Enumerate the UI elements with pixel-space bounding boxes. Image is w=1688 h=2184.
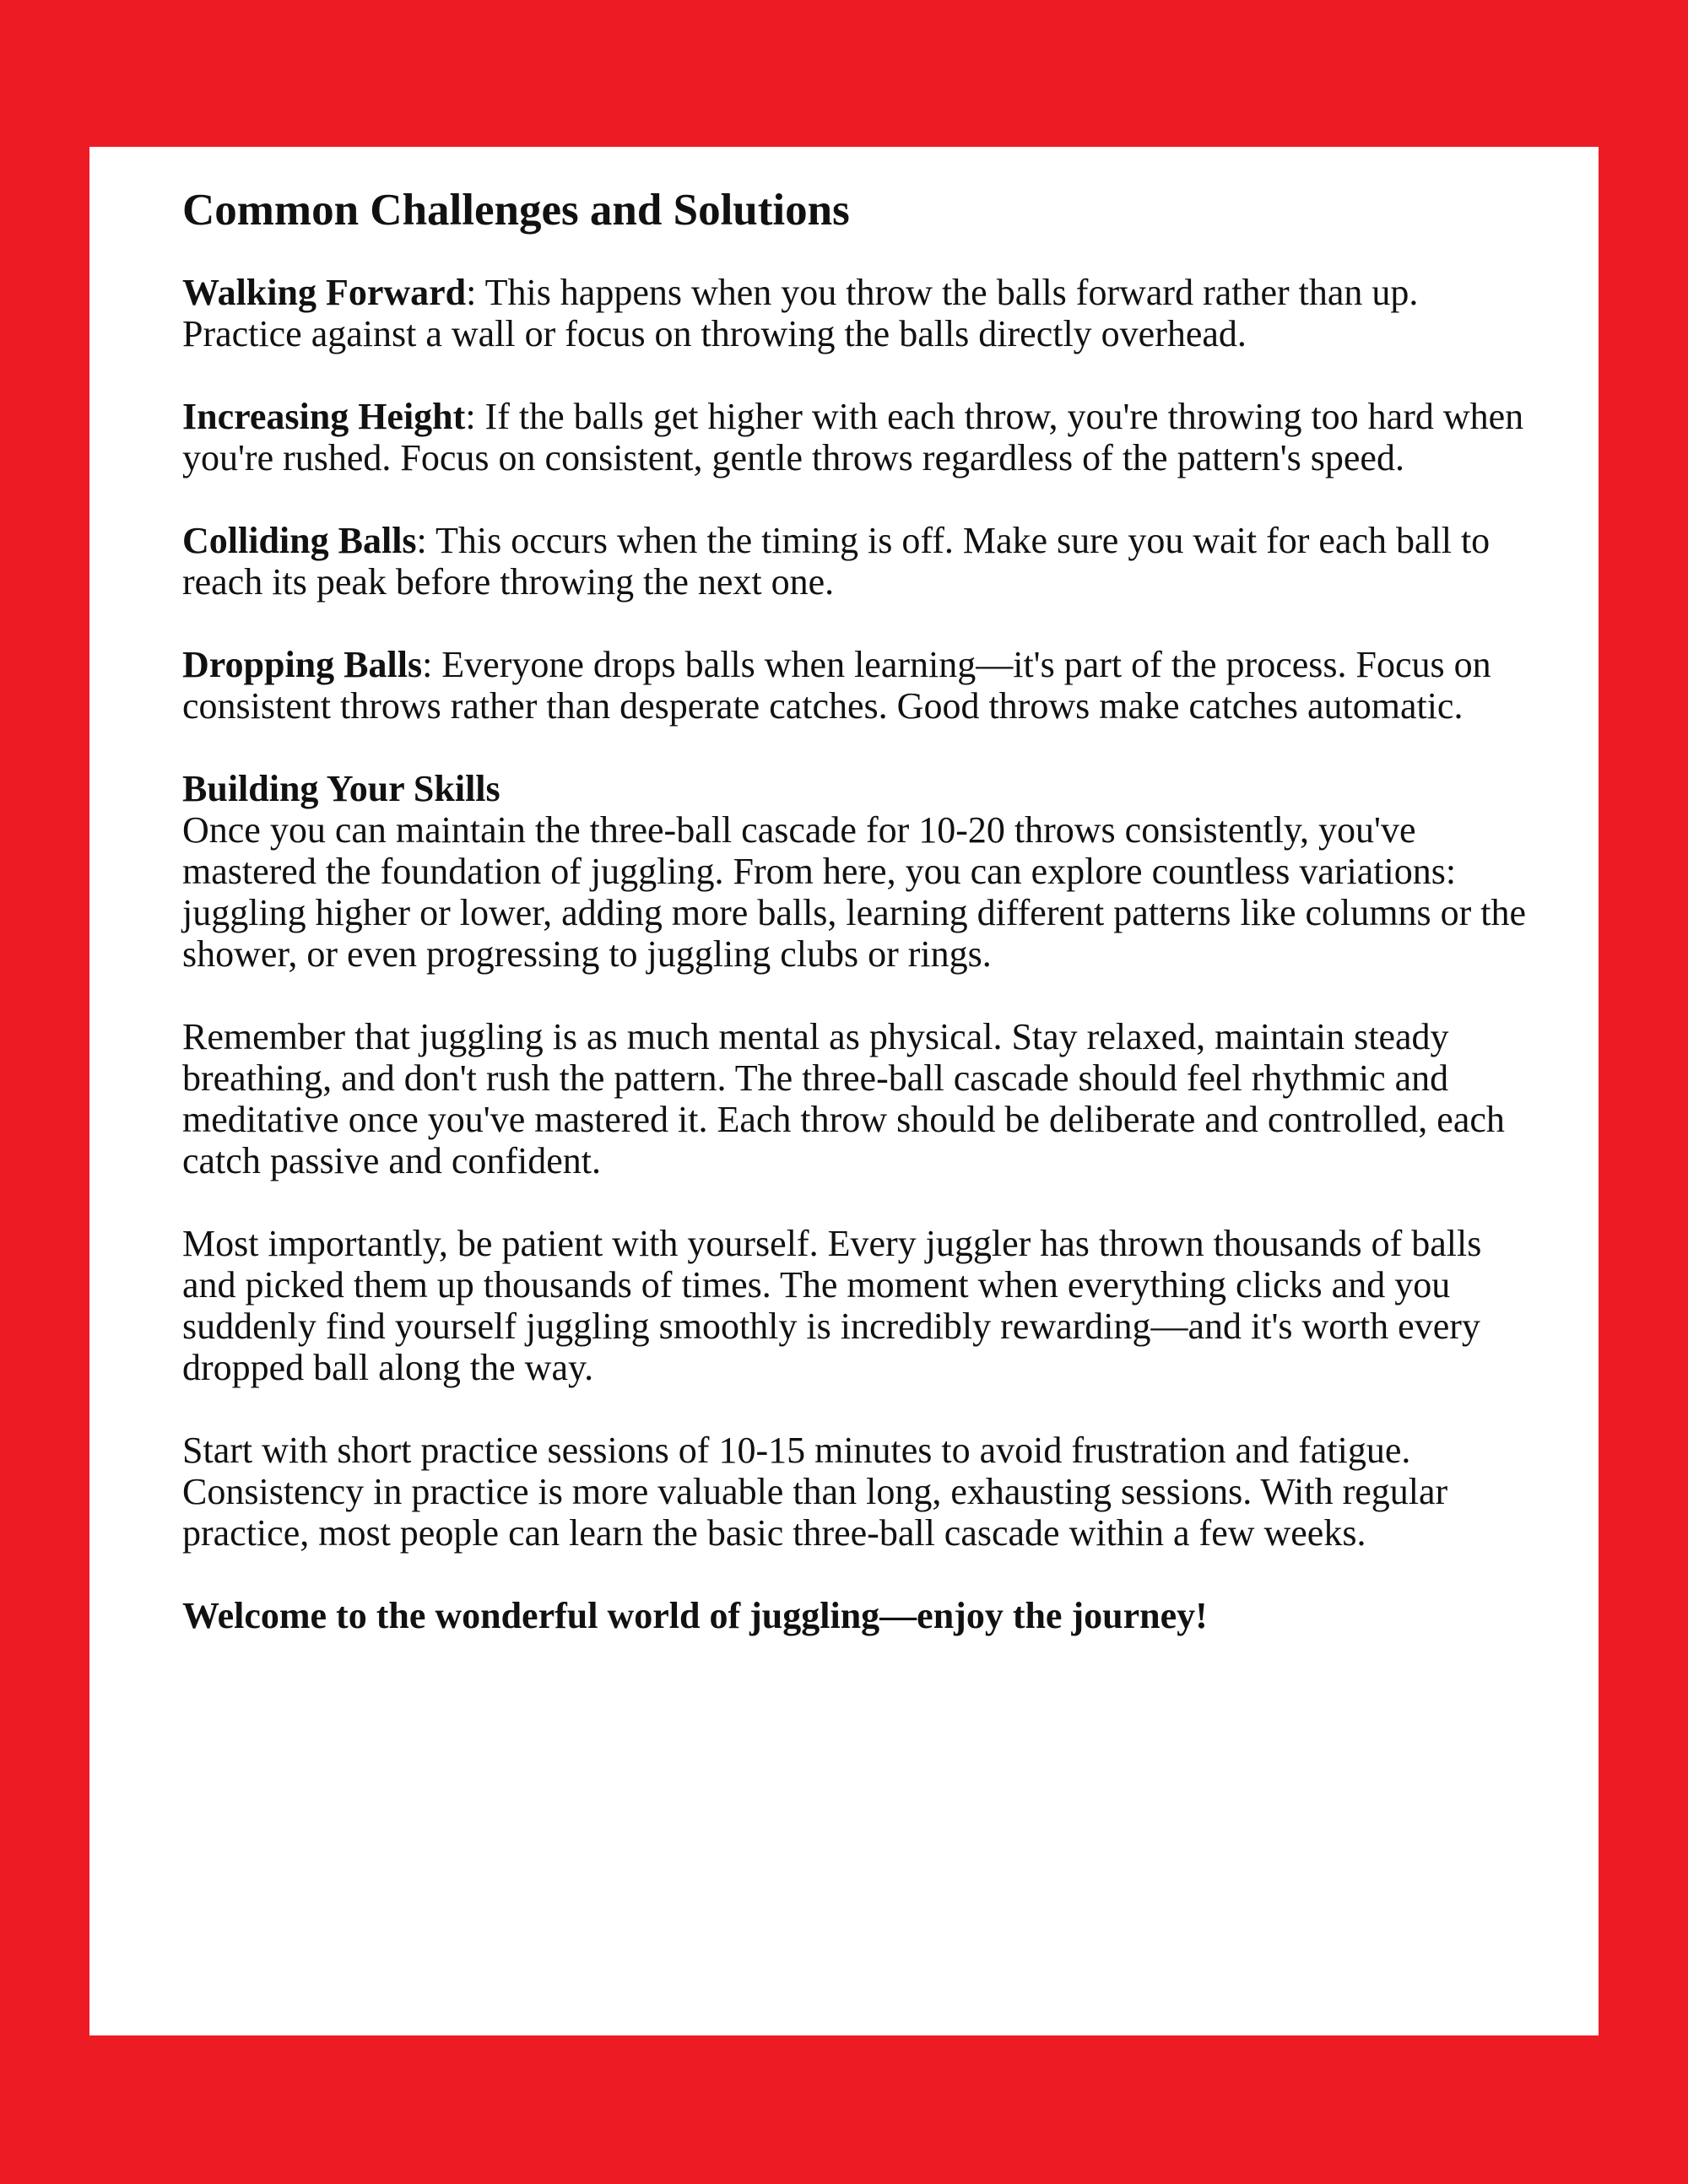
- challenge-term: Walking Forward: [182, 272, 467, 313]
- challenge-text: : This happens when you throw the balls forward rather than up. Practice against a wall or focus on throwing the balls directly overhead.: [182, 272, 1419, 354]
- closing-line: Welcome to the wonderful world of juggling—enjoy the journey!: [182, 1595, 1208, 1636]
- body-paragraph: Remember that juggling is as much mental as physical. Stay relaxed, maintain steady breathing, and don't rush the pattern. The three-ball cascade should feel rhythmic and meditative once you've mastered it. Each throw should be deliberate and controlled, each catch passive and confident.: [182, 1016, 1505, 1181]
- skills-intro-paragraph: [182, 768, 1533, 975]
- challenge-text: : Everyone drops balls when learning—it's part of the process. Focus on consistent throws rather than desperate catches. Good throws make catches automatic.: [182, 644, 1491, 727]
- challenge-term: Colliding Balls: [182, 520, 417, 561]
- body-paragraph: Start with short practice sessions of 10-15 minutes to avoid frustration and fatigue. Consistency in practice is more valuable than long, exhausting sessions. With regular practice, most people can learn the basic three-ball cascade within a few weeks.: [182, 1430, 1448, 1554]
- challenge-term: Dropping Balls: [182, 644, 423, 685]
- challenge-increasing-height: [182, 396, 1533, 478]
- section-heading: Building Your Skills: [182, 768, 500, 809]
- page-title: Common Challenges and Solutions: [182, 186, 850, 235]
- body-paragraph: Most importantly, be patient with yourself. Every juggler has thrown thousands of balls and picked them up thousands of times. The moment when everything clicks and you suddenly find yourself juggling smoothly is incredibly rewarding—and it's worth every dropped ball along the way.: [182, 1223, 1482, 1388]
- challenge-dropping-balls: [182, 644, 1533, 727]
- challenge-text: : This occurs when the timing is off. Make sure you wait for each ball to reach its peak before throwing the next one.: [182, 520, 1491, 603]
- page-sheet: [89, 147, 1599, 2035]
- challenge-walking-forward: [182, 272, 1533, 354]
- challenge-colliding-balls: [182, 520, 1533, 603]
- paragraph-text: Once you can maintain the three-ball cascade for 10-20 throws consistently, you've mastered the foundation of juggling. From here, you can explore countless variations: juggling higher or lower, adding more balls, learning different patterns like columns or the shower, or even progressing to juggling clubs or rings.: [182, 809, 1527, 975]
- document-body: [182, 182, 1533, 1678]
- challenge-text: : If the balls get higher with each throw, you're throwing too hard when you're rushed. Focus on consistent, gentle throws regardless of the pattern's speed.: [182, 396, 1524, 478]
- challenge-term: Increasing Height: [182, 396, 466, 437]
